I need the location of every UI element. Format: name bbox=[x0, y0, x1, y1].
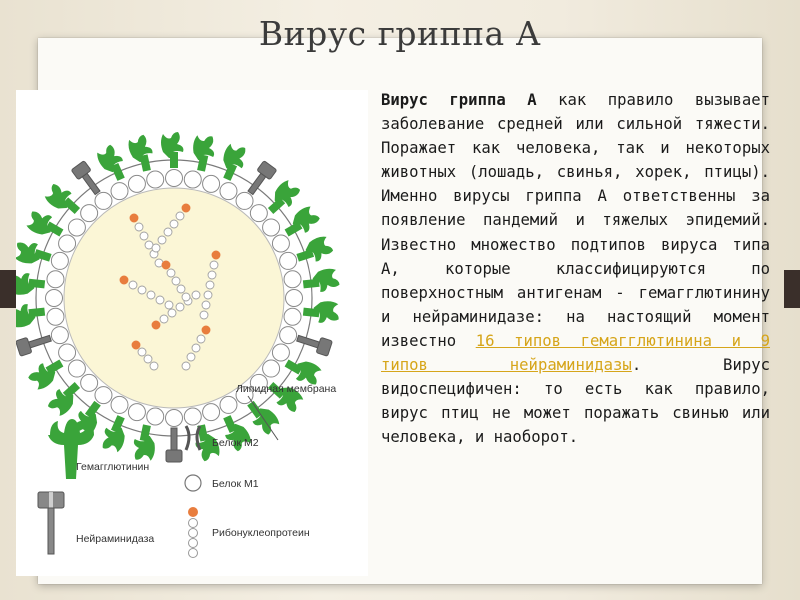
legend-hemagglutinin-label: Гемагглютинин bbox=[76, 461, 150, 473]
legend-rnp-label: Рибонуклеопротеин bbox=[212, 527, 310, 539]
hemagglutinin-spike bbox=[98, 413, 133, 455]
m1-protein-bead bbox=[280, 252, 297, 269]
decorative-band-right bbox=[784, 270, 800, 308]
m1-protein-bead bbox=[203, 404, 220, 421]
m1-protein-bead bbox=[284, 271, 301, 288]
hemagglutinin-spike bbox=[130, 423, 159, 463]
m1-protein-bead bbox=[250, 205, 267, 222]
m1-protein-bead bbox=[59, 344, 76, 361]
neuraminidase-spike bbox=[71, 161, 104, 198]
m1-protein-bead bbox=[286, 290, 303, 307]
m1-protein-bead bbox=[46, 290, 63, 307]
m1-protein-bead bbox=[51, 327, 68, 344]
m1-protein-bead bbox=[272, 344, 289, 361]
m1-protein-bead bbox=[59, 235, 76, 252]
description-text bbox=[381, 88, 770, 449]
legend-m1-icon bbox=[185, 475, 201, 491]
description-part1: как правило вызывает заболевание средней или сильной тяжести. Поражает как человека, так и некоторых животных (лошадь, свинья, хорек, птицы). Именно вирусы гриппа А ответственны за появление пандемий и тяжелых эпидемий. Известно множество подтипов вируса типа А, которые классифицируются по поверхностным антигенам - гемагглютинину и нейраминидазе: на настоящий момент известно bbox=[381, 91, 771, 350]
m1-protein-bead bbox=[184, 408, 201, 425]
hemagglutinin-spike bbox=[280, 204, 322, 241]
m1-protein-bead bbox=[284, 308, 301, 325]
m1-protein-bead bbox=[47, 308, 64, 325]
hemagglutinin-spike bbox=[302, 299, 340, 325]
legend-neuraminidase-label: Нейраминидаза bbox=[76, 533, 155, 545]
hemagglutinin-spike bbox=[294, 234, 335, 266]
hemagglutinin-spike bbox=[161, 132, 183, 168]
m1-protein-bead bbox=[81, 205, 98, 222]
description-part2: . Вирус видоспецифичен: то есть как правило, вирус птиц не может поражать свинью или человека, и наоборот. bbox=[381, 356, 770, 447]
legend-neuraminidase-icon bbox=[38, 492, 64, 554]
virus-diagram-svg bbox=[16, 90, 368, 576]
legend-m2-label: Белок М2 bbox=[212, 437, 259, 449]
m1-protein-bead bbox=[263, 219, 280, 236]
m1-protein-bead bbox=[220, 183, 237, 200]
subtypes-link[interactable]: 16 типов гемагглютинина и 9 типов нейраминидазы bbox=[381, 331, 770, 375]
m1-protein-bead bbox=[220, 396, 237, 413]
hemagglutinin-spike bbox=[215, 141, 250, 183]
hemagglutinin-spike bbox=[264, 375, 306, 416]
m1-protein-bead bbox=[111, 183, 128, 200]
m1-protein-bead bbox=[280, 327, 297, 344]
hemagglutinin-spike bbox=[42, 180, 84, 221]
hemagglutinin-spike bbox=[302, 268, 340, 294]
m1-protein-bead bbox=[128, 404, 145, 421]
m1-protein-bead bbox=[111, 396, 128, 413]
decorative-band-left bbox=[0, 270, 16, 308]
m1-protein-bead bbox=[47, 271, 64, 288]
slide-title: Вирус гриппа А bbox=[258, 14, 542, 53]
m1-protein-bead bbox=[236, 192, 253, 209]
m1-protein-bead bbox=[68, 360, 85, 377]
virus-diagram bbox=[16, 90, 368, 576]
m1-protein-bead bbox=[166, 410, 183, 427]
hemagglutinin-spike bbox=[127, 134, 156, 174]
m1-protein-bead bbox=[272, 235, 289, 252]
m1-protein-bead bbox=[166, 170, 183, 187]
m1-protein-bead bbox=[147, 171, 164, 188]
m1-protein-bead bbox=[147, 408, 164, 425]
legend-rnp-icon bbox=[188, 507, 198, 558]
m1-protein-bead bbox=[95, 387, 112, 404]
m1-protein-bead bbox=[51, 252, 68, 269]
m1-protein-bead bbox=[128, 175, 145, 192]
m1-protein-bead bbox=[184, 171, 201, 188]
neuraminidase-spike bbox=[244, 161, 277, 198]
m1-protein-bead bbox=[263, 360, 280, 377]
membrane-label: Липидная мембрана bbox=[236, 383, 337, 395]
hemagglutinin-spike bbox=[188, 133, 217, 173]
legend-m2-icon bbox=[186, 426, 200, 450]
m1-protein-bead bbox=[81, 374, 98, 391]
hemagglutinin-spike bbox=[26, 355, 68, 392]
hemagglutinin-spike bbox=[16, 271, 46, 297]
m1-protein-bead bbox=[68, 219, 85, 236]
hemagglutinin-spike bbox=[95, 143, 130, 185]
neuraminidase-spike bbox=[166, 428, 182, 462]
hemagglutinin-spike bbox=[16, 302, 46, 328]
legend-m1-label: Белок М1 bbox=[212, 478, 259, 490]
description-bold-lead: Вирус гриппа А bbox=[381, 91, 537, 109]
m1-protein-bead bbox=[203, 175, 220, 192]
m1-protein-bead bbox=[95, 192, 112, 209]
